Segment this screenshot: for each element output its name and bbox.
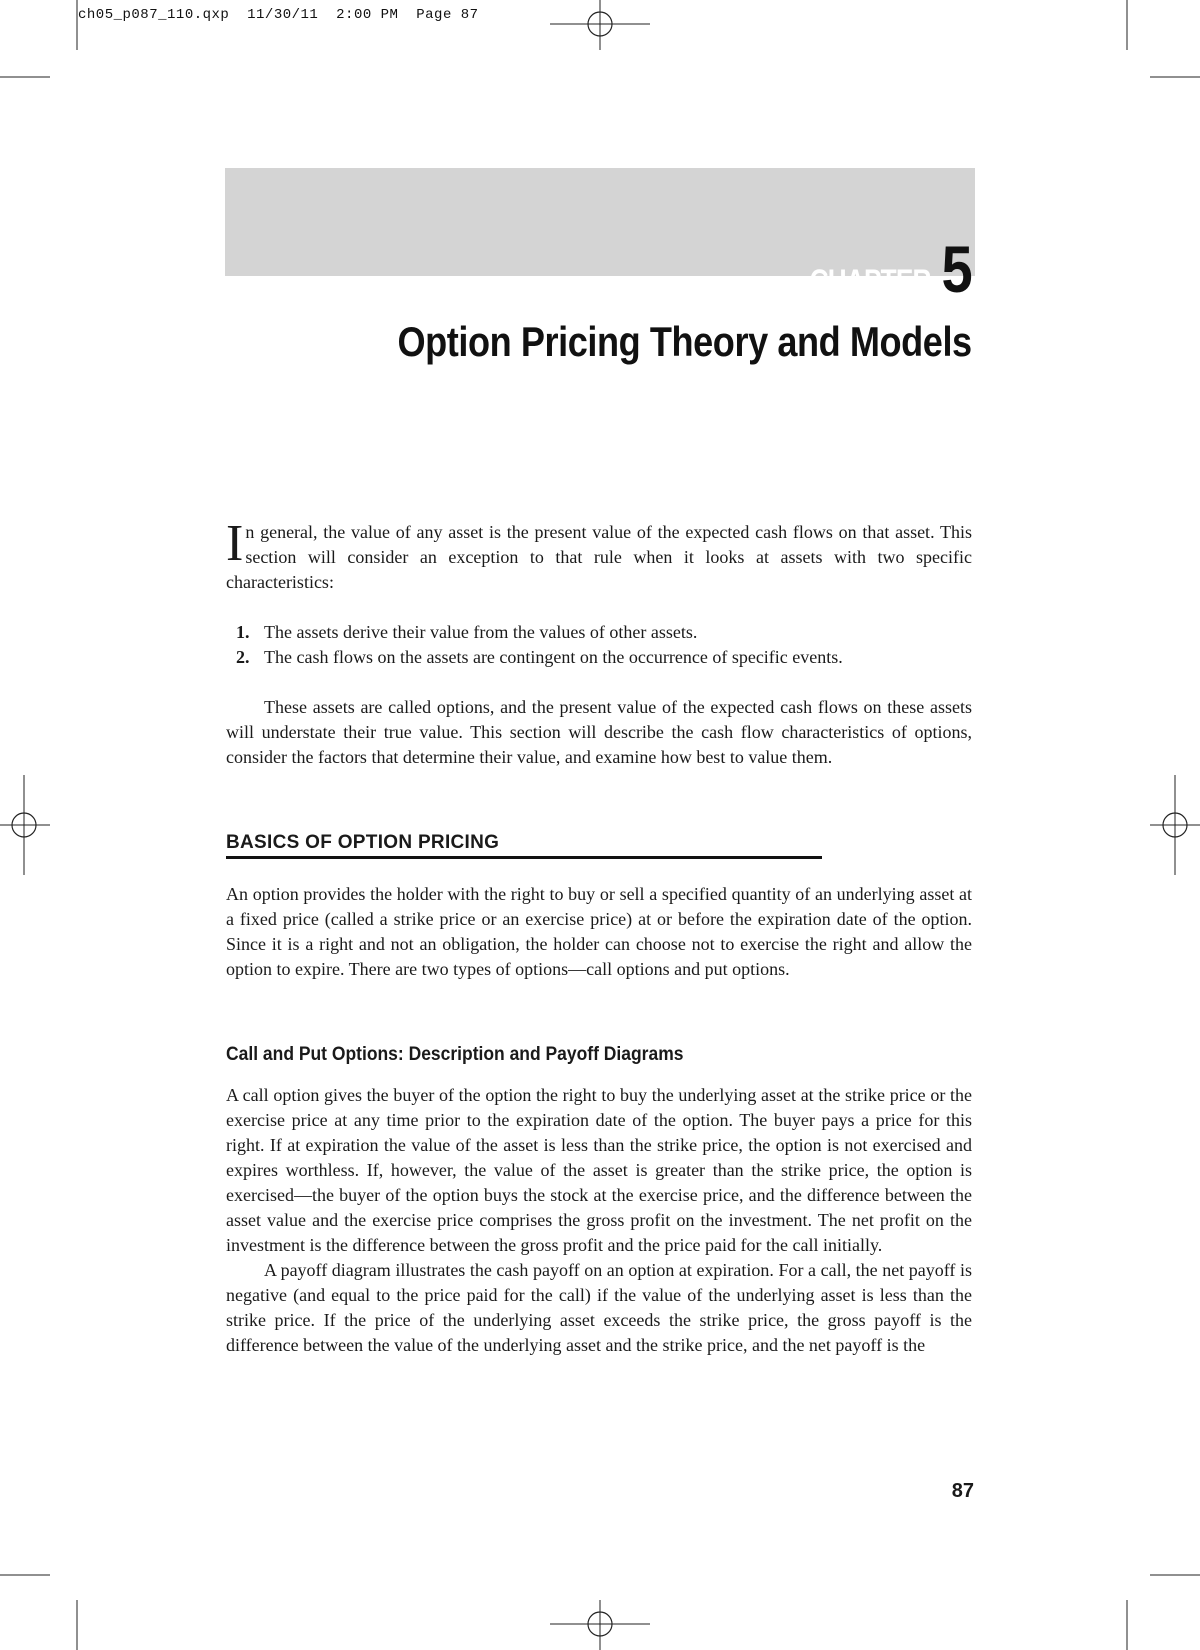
chapter-label bbox=[783, 232, 973, 306]
registration-mark-right-icon bbox=[1150, 775, 1200, 875]
list-item bbox=[226, 645, 972, 670]
crop-mark-bottom-left bbox=[0, 1570, 80, 1650]
body-paragraph: A call option gives the buyer of the option the right to buy the underlying asset at the strike price or the exercise price at any time prior to the expiration date of the option. The buyer pays a price for this right. If at expiration the value of the asset is less than the strike price, the option is not exercised and expires worthless. If, however, the value of the asset is greater than the strike price, the option is exercised—the buyer of the option buys the stock at the exercise price, and the difference between the asset value and the exercise price comprises the gross profit on the investment. The net profit on the investment is the difference between the gross profit and the price paid for the call initially. bbox=[226, 1085, 972, 1255]
body-paragraph: These assets are called options, and the present value of the expected cash flows on these assets will understate their true value. This section will describe the cash flow characteristics of options, consider the factors that determine their value, and examine how best to value them. bbox=[226, 697, 972, 767]
print-slug: ch05_p087_110.qxp 11/30/11 2:00 PM Page 87 bbox=[78, 7, 479, 23]
chapter-number: 5 bbox=[941, 232, 973, 306]
list-item-number: 2. bbox=[236, 647, 250, 667]
registration-mark-bottom-icon bbox=[550, 1600, 650, 1650]
subsection-block bbox=[226, 1083, 972, 1358]
list-item bbox=[226, 620, 972, 645]
section-block bbox=[226, 882, 972, 982]
crop-mark-top-right bbox=[1120, 0, 1200, 80]
intro-block bbox=[226, 515, 972, 770]
list-item-text: The cash flows on the assets are contingent on the occurrence of specific events. bbox=[264, 647, 843, 667]
chapter-word: CHAPTER bbox=[809, 263, 931, 299]
registration-mark-top-icon bbox=[550, 0, 650, 50]
list-item-number: 1. bbox=[236, 622, 250, 642]
subsection-heading: Call and Put Options: Description and Payoff Diagrams bbox=[226, 1044, 684, 1065]
intro-paragraph bbox=[226, 515, 972, 595]
characteristics-list bbox=[226, 620, 972, 670]
section-heading: BASICS OF OPTION PRICING bbox=[226, 832, 822, 859]
drop-cap: I bbox=[226, 515, 244, 572]
body-paragraph: A payoff diagram illustrates the cash payoff on an option at expiration. For a call, the net payoff is negative (and equal to the price paid for the call) if the value of the underlying asset is less than the strike price. If the price of the underlying asset exceeds the strike price, the gross payoff is the difference between the value of the underlying asset and the strike price, and the net payoff is the bbox=[226, 1260, 972, 1355]
crop-mark-top-left bbox=[0, 0, 80, 80]
chapter-title: Option Pricing Theory and Models bbox=[397, 318, 972, 365]
crop-mark-bottom-right bbox=[1120, 1570, 1200, 1650]
page-number: 87 bbox=[951, 1480, 974, 1502]
intro-text: n general, the value of any asset is the present value of the expected cash flows on that asset. This section will consider an exception to that rule when it looks at assets with two specific characteristics: bbox=[226, 522, 972, 592]
list-item-text: The assets derive their value from the values of other assets. bbox=[264, 622, 698, 642]
registration-mark-left-icon bbox=[0, 775, 50, 875]
body-paragraph: An option provides the holder with the right to buy or sell a specified quantity of an underlying asset at a fixed price (called a strike price or an exercise price) at or before the expiration date of the option. Since it is a right and not an obligation, the holder can choose not to exercise the right and allow the option to expire. There are two types of options—call options and put options. bbox=[226, 884, 972, 979]
